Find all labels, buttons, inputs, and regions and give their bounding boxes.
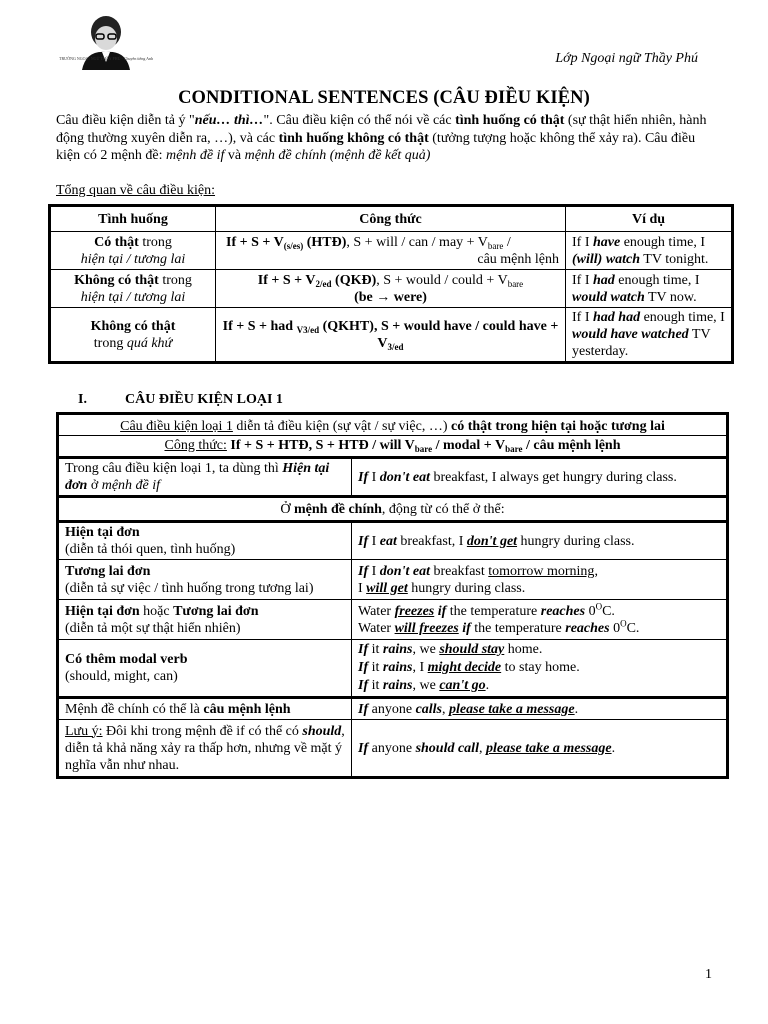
situation-cell: Không có thật trong quá khứ: [50, 308, 216, 363]
situation-cell: Có thật trong hiện tại / tương lai: [50, 232, 216, 270]
example-cell: If anyone should call, please take a message.: [352, 720, 728, 778]
header-school-name: Lớp Ngoại ngữ Thầy Phú: [555, 51, 698, 66]
rule-cell: Tương lai đơn (diễn tả sự việc / tình huống trong tương lai): [58, 560, 352, 600]
rule-cell: Trong câu điều kiện loại 1, ta dùng thì Hiện tại đơn ở mệnh đề if: [58, 458, 352, 497]
formula-cell: $If + S + V_{(s/es)}$ (HTĐ), S + will / can / may + $V_{bare}$ / câu mệnh lệnh: [216, 232, 566, 270]
example-cell: If I had had enough time, I would have watched TV yesterday.: [566, 308, 733, 363]
table-row: [58, 522, 728, 560]
example-cell: If I had enough time, I would watch TV now.: [566, 270, 733, 308]
page-number: 1: [705, 967, 712, 982]
table-row: [50, 308, 733, 363]
table-header-row: [50, 206, 733, 232]
main-clause-cell: Ở mệnh đề chính, động từ có thể ở thể:: [58, 497, 728, 522]
type1-table: [56, 412, 729, 779]
section-heading: I. CÂU ĐIỀU KIỆN LOẠI 1: [78, 392, 283, 407]
formula-cell: Công thức: If + S + HTĐ, S + HTĐ / will $V_{bare}$ / modal + $V_{bare}$ / câu mệnh lệnh: [58, 436, 728, 458]
table-row: [58, 600, 728, 640]
example-cell: If I don't eat breakfast tomorrow morning, I will get hungry during class.: [352, 560, 728, 600]
page-title: CONDITIONAL SENTENCES (CÂU ĐIỀU KIỆN): [178, 88, 590, 108]
main-clause-row: [58, 497, 728, 522]
situation-cell: Không có thật trong hiện tại / tương lai: [50, 270, 216, 308]
example-cell: If anyone calls, please take a message.: [352, 698, 728, 720]
col-header-situation: Tình huống: [50, 206, 216, 232]
overview-label: Tổng quan về câu điều kiện:: [56, 183, 216, 198]
table-row: [58, 720, 728, 778]
example-cell: If I don't eat breakfast, I always get hungry during class.: [352, 458, 728, 497]
table-row: [58, 640, 728, 698]
table-row: [58, 458, 728, 497]
example-cell: If I have enough time, I (will) watch TV tonight.: [566, 232, 733, 270]
logo-caption: TRƯỜNG NGOẠI NGỮ THẦY PHÚ - Chuyên tiếng Anh: [59, 56, 153, 61]
formula-cell: If + S + had $_{V3/ed}$ (QKHT), S + would have / could have + $V_{3/ed}$: [216, 308, 566, 363]
rule-cell: Hiện tại đơn (diễn tả thói quen, tình huống): [58, 522, 352, 560]
overview-table: [48, 204, 734, 364]
example-cell: Water freezes if the temperature reaches $0^OC$. Water will freezes if the temperature reaches $0^OC$.: [352, 600, 728, 640]
formula-row: [58, 436, 728, 458]
col-header-example: Ví dụ: [566, 206, 733, 232]
definition-row: [58, 414, 728, 436]
table-row: [50, 270, 733, 308]
formula-cell: $If + S + V_{2/ed}$ (QKĐ), S + would / could + $V_{bare}$ (be → were): [216, 270, 566, 308]
example-cell: If it rains, we should stay home. If it rains, I might decide to stay home. If it rains, we can't go.: [352, 640, 728, 698]
rule-cell: Mệnh đề chính có thể là câu mệnh lệnh: [58, 698, 352, 720]
note-cell: Lưu ý: Đôi khi trong mệnh đề if có thể có should, diễn tả khả năng xảy ra thấp hơn, nhưng về mặt ý nghĩa vẫn như nhau.: [58, 720, 352, 778]
col-header-formula: Công thức: [216, 206, 566, 232]
table-row: [58, 560, 728, 600]
table-row: [58, 698, 728, 720]
rule-cell: Hiện tại đơn hoặc Tương lai đơn (diễn tả một sự thật hiển nhiên): [58, 600, 352, 640]
example-cell: If I eat breakfast, I don't get hungry during class.: [352, 522, 728, 560]
rule-cell: Có thêm modal verb (should, might, can): [58, 640, 352, 698]
table-row: [50, 232, 733, 270]
intro-paragraph: Câu điều kiện diễn tả ý "nếu… thì…". Câu điều kiện có thể nói về các tình huống có thật (sự thật hiển nhiên, hành động thường xuyên diễn ra, …), và các tình huống không có thật (tưởng tượng hoặc không thể xảy ra). Câu điều kiện có 2 mệnh đề: mệnh đề if và mệnh đề chính (mệnh đề kết quả): [56, 113, 707, 163]
definition-cell: Câu điều kiện loại 1 diễn tả điều kiện (sự vật / sự việc, …) có thật trong hiện tại hoặc tương lai: [58, 414, 728, 436]
